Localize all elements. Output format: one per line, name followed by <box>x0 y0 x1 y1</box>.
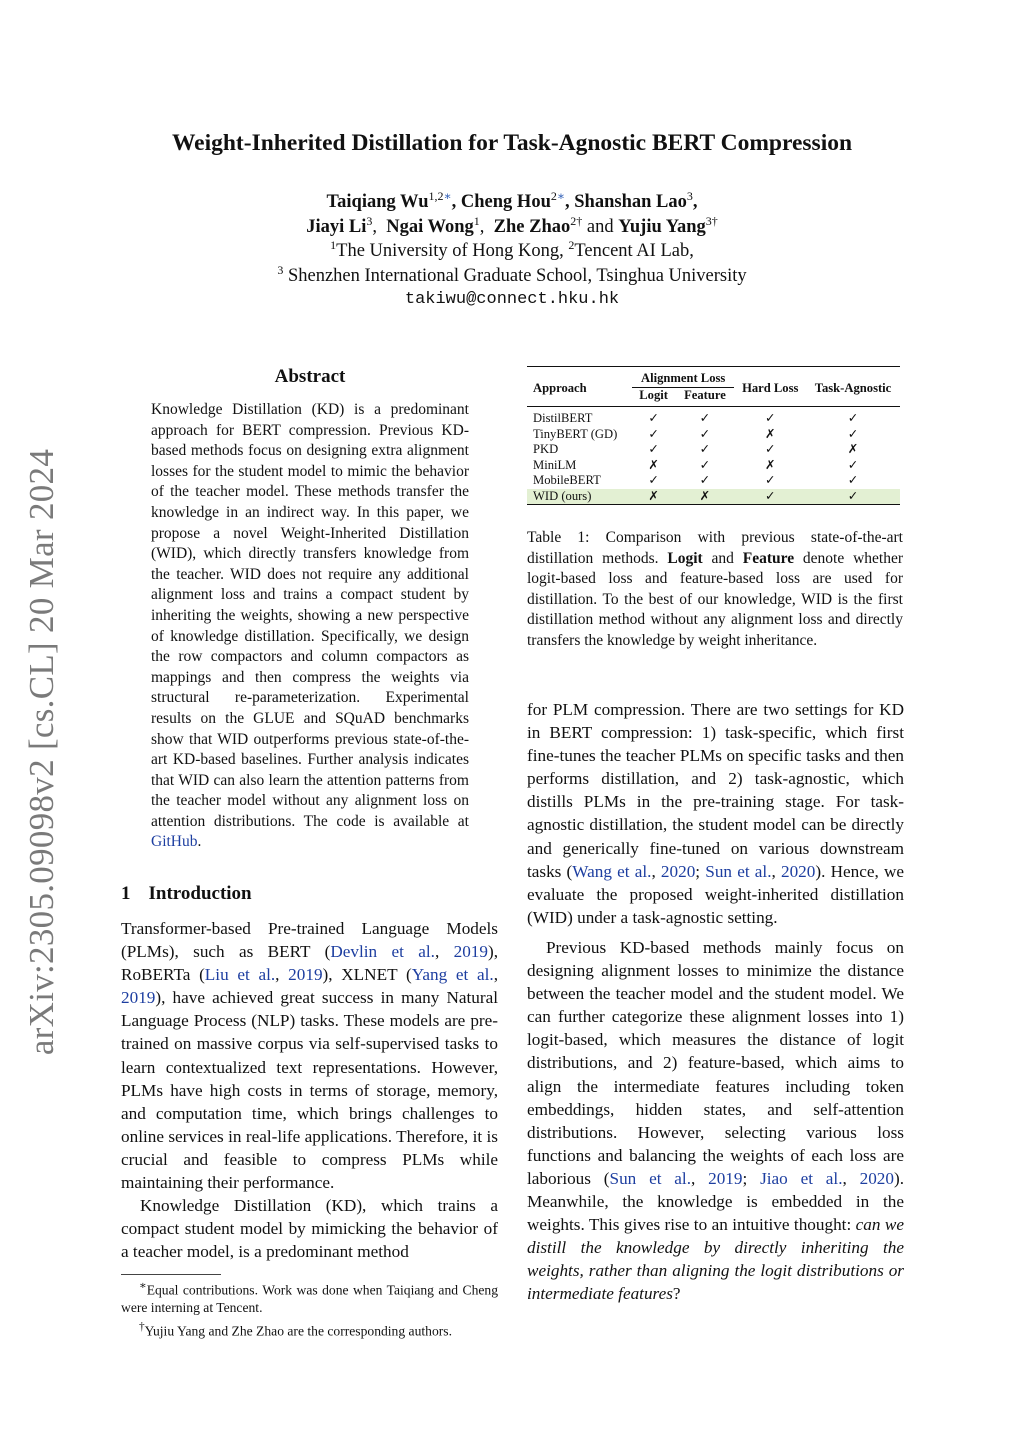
cell-logit: ✓ <box>648 473 659 487</box>
author-conjunction: and <box>586 216 614 237</box>
footnote-text: Equal contributions. Work was done when Taiqiang and Cheng were interning at Tencent. <box>121 1282 498 1316</box>
author-line-2: Jiayi Li$^3$, Ngai Wong$^1$, Zhe Zhao$^{2\dagger}$ and Yujiu Yang$^{3\dagger}$ <box>306 213 718 237</box>
footnote-divider <box>121 1274 221 1275</box>
header-feature: Feature <box>684 387 726 402</box>
citation-link[interactable]: Yang et al. <box>411 965 494 985</box>
cell-approach: PKD <box>533 442 559 456</box>
cell-feature: ✓ <box>699 442 711 456</box>
text-run: , <box>651 861 661 881</box>
author-affil: 3† <box>705 213 718 228</box>
section-heading-introduction <box>121 883 252 905</box>
abstract-heading: Abstract <box>274 366 346 387</box>
right-paragraph-1 <box>527 698 904 929</box>
bold-term: Feature <box>742 549 795 567</box>
author-name: Jiayi Li <box>306 216 367 237</box>
table-row <box>527 407 900 427</box>
citation-year-link[interactable]: 2019 <box>121 988 156 1008</box>
citation-year-link[interactable]: 2020 <box>780 861 816 881</box>
footnote-2 <box>121 1319 498 1340</box>
author-affil: 1 <box>473 213 480 228</box>
cell-task-agnostic: ✗ <box>847 442 859 456</box>
header-approach: Approach <box>533 380 587 395</box>
cell-approach: TinyBERT (GD) <box>533 426 618 441</box>
citation-year-link[interactable]: 2019 <box>708 1168 743 1188</box>
author-name: Cheng Hou <box>460 192 551 212</box>
cell-approach: WID (ours) <box>527 489 632 505</box>
cell-hard-loss: ✓ <box>734 489 806 505</box>
cell-hard-loss: ✓ <box>764 411 776 425</box>
citation-link[interactable]: Sun et al. <box>705 861 772 881</box>
citation-year-link[interactable]: 2019 <box>288 965 323 985</box>
right-paragraph-2 <box>527 936 904 1306</box>
cell-feature: ✓ <box>699 411 711 425</box>
text-run: and <box>702 549 743 567</box>
intro-paragraph-1 <box>121 917 498 1194</box>
citation-link[interactable]: Liu et al. <box>204 965 276 985</box>
cell-feature: ✗ <box>675 489 734 505</box>
author-affil: 1,2 <box>428 188 444 203</box>
cell-logit: ✓ <box>648 426 659 441</box>
text-run: ; <box>695 861 706 881</box>
author-name: Taiqiang Wu <box>326 192 429 212</box>
cell-hard-loss: ✓ <box>764 442 776 456</box>
left-column <box>121 917 498 1263</box>
author-name: Ngai Wong <box>386 216 474 237</box>
equal-contrib-mark[interactable]: ∗ <box>443 188 452 203</box>
footnote-text: Yujiu Yang and Zhe Zhao are the corresponding authors. <box>144 1323 452 1339</box>
text-run: ? <box>672 1284 681 1304</box>
author-name: Zhe Zhao <box>493 216 571 237</box>
intro-paragraph-2: Knowledge Distillation (KD), which trains a compact student model by mimicking the behavior of a teacher model, is a predominant method <box>121 1196 498 1262</box>
cell-task-agnostic: ✓ <box>847 473 859 487</box>
affiliation: Tencent AI Lab, <box>574 241 694 261</box>
citation-link[interactable]: Devlin et al. <box>330 942 435 962</box>
table-row <box>527 458 900 474</box>
affiliation-line-2 <box>0 264 1024 289</box>
table-caption <box>527 528 903 652</box>
italic-question: can we distill the knowledge by directly inheriting the weights, rather than aligning the logit distributions or intermediate features <box>527 1215 904 1304</box>
contact-email: takiwu@connect.hku.hk <box>404 290 620 309</box>
citation-link[interactable]: Wang et al. <box>572 861 652 881</box>
author-name: Yujiu Yang <box>618 216 706 237</box>
abstract-body <box>151 400 469 853</box>
footnote-mark: † <box>139 1320 145 1333</box>
author-affil: 3 <box>686 188 693 203</box>
text-run: ), RoBERTa ( <box>121 942 499 985</box>
citation-year-link[interactable]: 2020 <box>859 1168 894 1188</box>
table-header-row <box>527 367 900 388</box>
author-block <box>0 190 1024 313</box>
author-affil: 2 <box>550 188 557 203</box>
cell-task-agnostic: ✓ <box>847 457 859 472</box>
affil-number: 3 <box>277 262 284 277</box>
cell-hard-loss: ✓ <box>764 473 776 487</box>
table <box>527 366 900 505</box>
text-run: Table 1: Comparison with previous state-of-the-art distillation methods. <box>527 529 903 567</box>
text-run: Transformer-based Pre-trained Language Models (PLMs), such as BERT ( <box>121 919 498 962</box>
text-run: , <box>434 942 454 962</box>
bold-term: Logit <box>667 549 703 567</box>
citation-year-link[interactable]: 2020 <box>660 861 696 881</box>
text-run: ; <box>742 1168 761 1188</box>
footnote-1 <box>121 1278 498 1317</box>
abstract-end: . <box>197 833 202 851</box>
affil-number: 2 <box>568 237 575 252</box>
author-line-1: Taiqiang $Wu^{1,2∗}$, Cheng Hou$^{2∗}$, Shanshan Lao$^3$, <box>326 188 698 212</box>
table-row <box>527 427 900 443</box>
cell-logit: ✓ <box>648 411 659 425</box>
cell-hard-loss: ✗ <box>764 426 776 441</box>
text-run: ). Hence, we evaluate the proposed weight-inherited distillation (WID) under a task-agnostic setting. <box>527 861 904 927</box>
section-number: 1 <box>121 883 131 904</box>
cell-logit: ✗ <box>648 457 659 472</box>
footnotes <box>121 1278 498 1340</box>
cell-feature: ✓ <box>699 457 711 472</box>
section-title: Introduction <box>148 883 252 904</box>
text-run: , <box>493 965 498 985</box>
text-run: ), XLNET ( <box>322 965 412 985</box>
cell-logit: ✗ <box>632 489 676 505</box>
header-hard-loss: Hard Loss <box>742 380 799 395</box>
affiliation: The University of Hong Kong, <box>336 241 569 261</box>
text-run: for PLM compression. There are two settings for KD in BERT compression: 1) task-specific, which first fine-tunes the teacher PLMs on specific tasks and then performs distillation, and 2) task-agnostic, which distills PLMs in the pre-training stage. For task-agnostic distillation, the student model can be directly and generically fine-tuned on various downstream tasks ( <box>527 700 904 881</box>
cell-hard-loss: ✗ <box>764 457 776 472</box>
cell-approach: MiniLM <box>533 457 577 472</box>
header-logit: Logit <box>639 387 668 402</box>
table-row-highlighted <box>527 489 900 505</box>
text-run: , <box>275 965 289 985</box>
comparison-table <box>527 366 900 505</box>
citation-year-link[interactable]: 2019 <box>453 942 488 962</box>
table-row <box>527 473 900 489</box>
text-run: Previous KD-based methods mainly focus on designing alignment losses to minimize the distance between the teacher model and the student model. We can further categorize these alignment losses into 1) logit-based, which measures the distance of logit distributions, and 2) feature-based, which aims to align the intermediate features including token embeddings, hidden states, and self-attention distributions. However, selecting various loss functions and balancing the weights of each loss are laborious ( <box>527 937 904 1188</box>
author-affil: 3 <box>366 213 373 228</box>
text-run: ), have achieved great success in many Natural Language Process (NLP) tasks. These models are pre-trained on massive corpus via self-supervised tasks to learn contextualized text representations. However, PLMs have high costs in terms of storage, memory, and computation time, which brings challenges to online services in real-life applications. Therefore, it is crucial and feasible to compress PLMs while maintaining their performance. <box>121 988 498 1193</box>
cell-approach: DistilBERT <box>533 411 593 425</box>
arxiv-identifier: arXiv:2305.09098v2 [cs.CL] 20 Mar 2024 <box>22 448 61 1056</box>
cell-task-agnostic: ✓ <box>847 426 859 441</box>
text-run: , <box>771 861 781 881</box>
citation-link[interactable]: Sun et al. <box>609 1168 691 1188</box>
header-task-agnostic: Task-Agnostic <box>814 380 892 395</box>
text-run: denote whether logit-based loss and feature-based loss are used for distillation. To the best of our knowledge, WID is the first distillation method without any alignment loss and directly transfers the knowledge by weight inheritance. <box>527 549 903 649</box>
github-link[interactable]: GitHub <box>151 833 198 851</box>
table-row <box>527 442 900 458</box>
paper-title: Weight-Inherited Distillation for Task-Agnostic BERT Compression <box>171 130 853 156</box>
affiliation-line-1 <box>0 239 1024 264</box>
cell-task-agnostic: ✓ <box>806 489 900 505</box>
abstract-text: Knowledge Distillation (KD) is a predominant approach for BERT compression. Previous KD-based methods focus on designing extra alignment losses for the student model to mimic the behavior of the teacher model. These methods transfer the knowledge in an indirect way. In this paper, we propose a novel Weight-Inherited Distillation (WID), which directly transfers knowledge from the teacher. WID does not require any additional alignment loss and trains a compact student by inheriting the weights, showing a new perspective of knowledge distillation. Specifically, we design the row compactors and column compactors as mappings and then compress the weights via structural re-parameterization. Experimental results on the GLUE and SQuAD benchmarks show that WID outperforms previous state-of-the-art KD-based baselines. Further analysis indicates that WID can also learn the attention patterns from the teacher model without any alignment loss on attention distributions. The code is available at <box>151 401 469 830</box>
header-alignment-loss: Alignment Loss <box>632 367 735 388</box>
cell-feature: ✓ <box>699 473 711 487</box>
author-affil: 2† <box>570 213 583 228</box>
equal-contrib-mark[interactable]: ∗ <box>556 188 566 203</box>
text-run: , <box>691 1168 709 1188</box>
cell-feature: ✓ <box>699 426 711 441</box>
text-run: , <box>842 1168 860 1188</box>
citation-link[interactable]: Jiao et al. <box>760 1168 843 1188</box>
affil-number: 1 <box>330 237 337 252</box>
affiliation: Shenzhen International Graduate School, Tsinghua University <box>283 265 747 286</box>
text-run: ). Meanwhile, the knowledge is embedded in the weights. This gives rise to an intuitive thought: <box>527 1168 905 1235</box>
footnote-mark: ∗ <box>139 1280 147 1292</box>
cell-approach: MobileBERT <box>533 473 601 487</box>
cell-logit: ✓ <box>648 442 659 456</box>
cell-task-agnostic: ✓ <box>847 411 859 425</box>
author-name: Shanshan Lao <box>574 192 687 212</box>
right-column <box>527 698 904 1305</box>
